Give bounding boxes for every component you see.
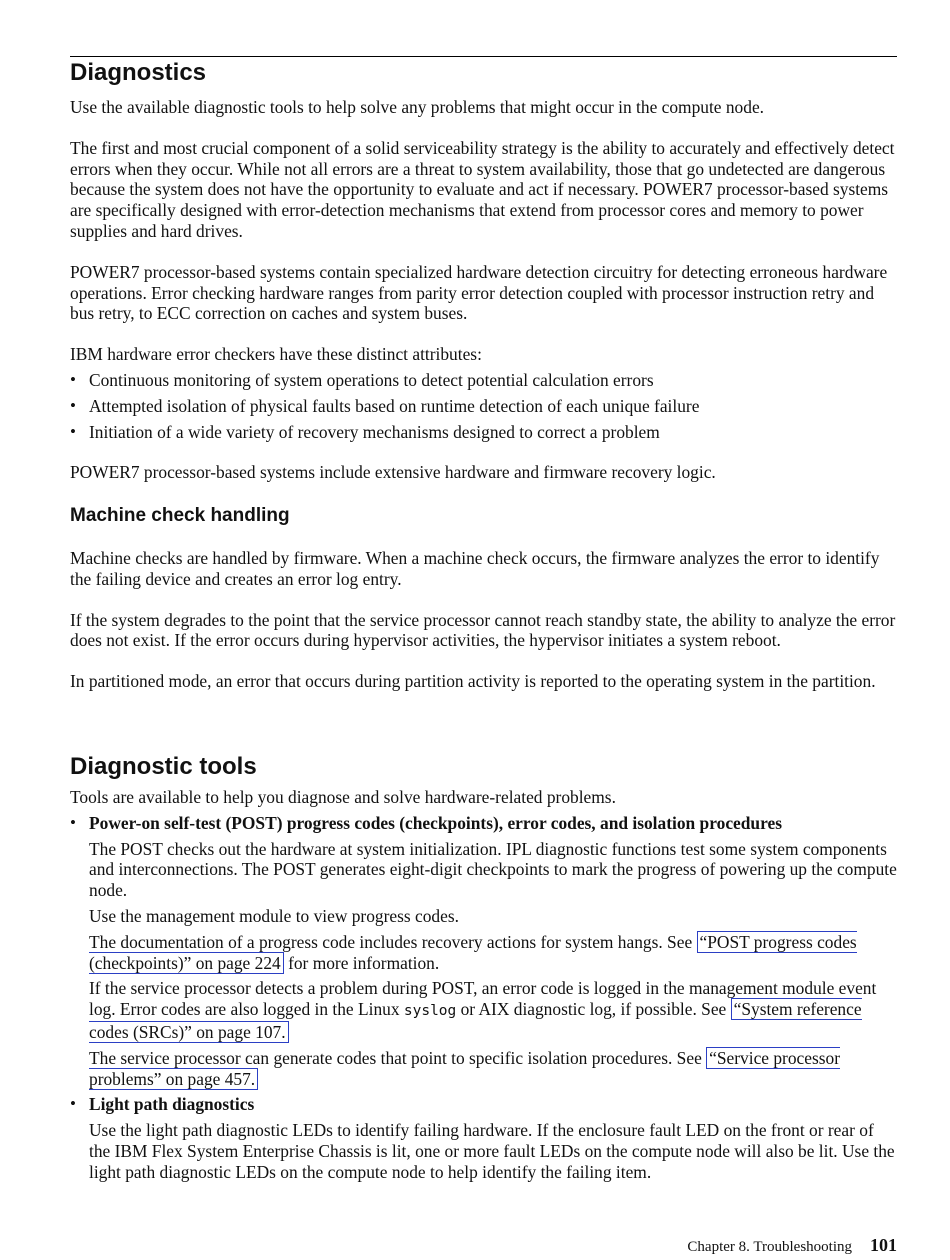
list-item-text: Attempted isolation of physical faults based on runtime detection of each unique failure bbox=[89, 395, 700, 416]
machine-check-section bbox=[70, 505, 897, 692]
post-para-5 bbox=[89, 1048, 897, 1090]
diagnostics-para-2: POWER7 processor-based systems contain specialized hardware detection circuitry for detecting erroneous hardware operations. Error checking hardware ranges from parity error detection coupled with processor instruction retry and bus retry, to ECC correction on caches and system buses. bbox=[70, 261, 888, 324]
system-reference-codes-link[interactable]: “System reference codes (SRCs)” on page 107. bbox=[89, 999, 862, 1042]
page-footer bbox=[687, 1235, 897, 1257]
top-rule bbox=[70, 56, 897, 57]
bullet: • bbox=[70, 1094, 76, 1114]
section-title-diagnostic-tools: Diagnostic tools bbox=[70, 753, 257, 780]
post-progress-codes-link[interactable]: “POST progress codes (checkpoints)” on page 224 bbox=[89, 931, 857, 973]
list-item bbox=[70, 422, 897, 443]
bullet: • bbox=[70, 369, 76, 389]
tools-list-2 bbox=[70, 1094, 897, 1115]
diagnostics-para-3: IBM hardware error checkers have these distinct attributes: bbox=[70, 344, 482, 365]
diagnostics-para-1: The first and most crucial component of a solid serviceability strategy is the ability to accurately and effectively detect errors when they occur. While not all errors are a threat to system availability, those that go undetected are dangerous because the system does not have the opportunity to evaluate and act if necessary. POWER7 processor-based systems are specifically designed with error-detection mechanisms that extend from processor cores and memory to power supplies and hard drives. bbox=[70, 137, 895, 241]
syslog-code: syslog bbox=[403, 1003, 457, 1020]
bullet: • bbox=[70, 812, 76, 832]
section-title-diagnostics: Diagnostics bbox=[70, 59, 207, 86]
post-para-4 bbox=[89, 978, 897, 1042]
list-item-text: Continuous monitoring of system operations to detect potential calculation errors bbox=[89, 369, 654, 390]
post-para-4-mid: or AIX diagnostic log, if possible. See bbox=[456, 999, 731, 1020]
light-path-heading: Light path diagnostics bbox=[89, 1094, 255, 1115]
post-para-3-text: The documentation of a progress code includes recovery actions for system hangs. See bbox=[89, 931, 697, 952]
post-para-2: Use the management module to view progress codes. bbox=[89, 905, 459, 926]
tools-list bbox=[70, 813, 897, 834]
list-item-post bbox=[70, 813, 897, 834]
list-item bbox=[70, 396, 897, 417]
post-para-1: The POST checks out the hardware at system initialization. IPL diagnostic functions test some system components and interconnections. The POST generates eight-digit checkpoints to mark the progress of powering up the compute node. bbox=[89, 838, 897, 901]
diagnostics-para-4: POWER7 processor-based systems include extensive hardware and firmware recovery logic. bbox=[70, 462, 716, 483]
machine-check-para-1: Machine checks are handled by firmware. When a machine check occurs, the firmware analyzes the error to identify the failing device and creates an error log entry. bbox=[70, 548, 880, 589]
light-path-details bbox=[70, 1120, 897, 1182]
bullet: • bbox=[70, 395, 76, 415]
tools-intro: Tools are available to help you diagnose and solve hardware-related problems. bbox=[70, 787, 616, 807]
post-heading: Power-on self-test (POST) progress codes (checkpoints), error codes, and isolation procedures bbox=[89, 812, 782, 833]
diagnostic-tools-section bbox=[70, 753, 897, 1183]
list-item-light-path bbox=[70, 1094, 897, 1115]
section-title-machine-check: Machine check handling bbox=[70, 505, 290, 526]
service-processor-problems-link[interactable]: “Service processor problems” on page 457. bbox=[89, 1047, 840, 1089]
light-path-para-1: Use the light path diagnostic LEDs to identify failing hardware. If the enclosure fault LED on the front or rear of the IBM Flex System Enterprise Chassis is lit, one or more fault LEDs on the compute node will also be lit. Use the light path diagnostic LEDs on the compute node to help identify the failing item. bbox=[89, 1120, 895, 1182]
page-number: 101 bbox=[870, 1235, 897, 1255]
list-item-text: Initiation of a wide variety of recovery mechanisms designed to correct a problem bbox=[89, 421, 660, 442]
post-para-4-text: If the service processor detects a problem during POST, an error code is logged in the management module event log. Error codes are also logged in the Linux bbox=[89, 978, 877, 1020]
list-item bbox=[70, 370, 897, 391]
post-para-3 bbox=[89, 932, 897, 974]
bullet: • bbox=[70, 421, 76, 441]
machine-check-para-2: If the system degrades to the point that the service processor cannot reach standby state, the ability to analyze the error does not exist. If the error occurs during hypervisor activities, the hypervisor initiates a system reboot. bbox=[70, 609, 896, 651]
post-details bbox=[70, 839, 897, 1090]
attributes-list bbox=[70, 370, 897, 442]
diagnostics-section bbox=[70, 59, 897, 483]
footer-chapter: Chapter 8. Troubleshooting bbox=[687, 1239, 852, 1255]
post-para-3-tail: for more information. bbox=[283, 952, 440, 973]
machine-check-para-3: In partitioned mode, an error that occurs during partition activity is reported to the operating system in the partition. bbox=[70, 671, 876, 692]
diagnostics-intro: Use the available diagnostic tools to help solve any problems that might occur in the compute node. bbox=[70, 97, 765, 117]
post-para-5-text: The service processor can generate codes that point to specific isolation procedures. See bbox=[89, 1047, 707, 1068]
